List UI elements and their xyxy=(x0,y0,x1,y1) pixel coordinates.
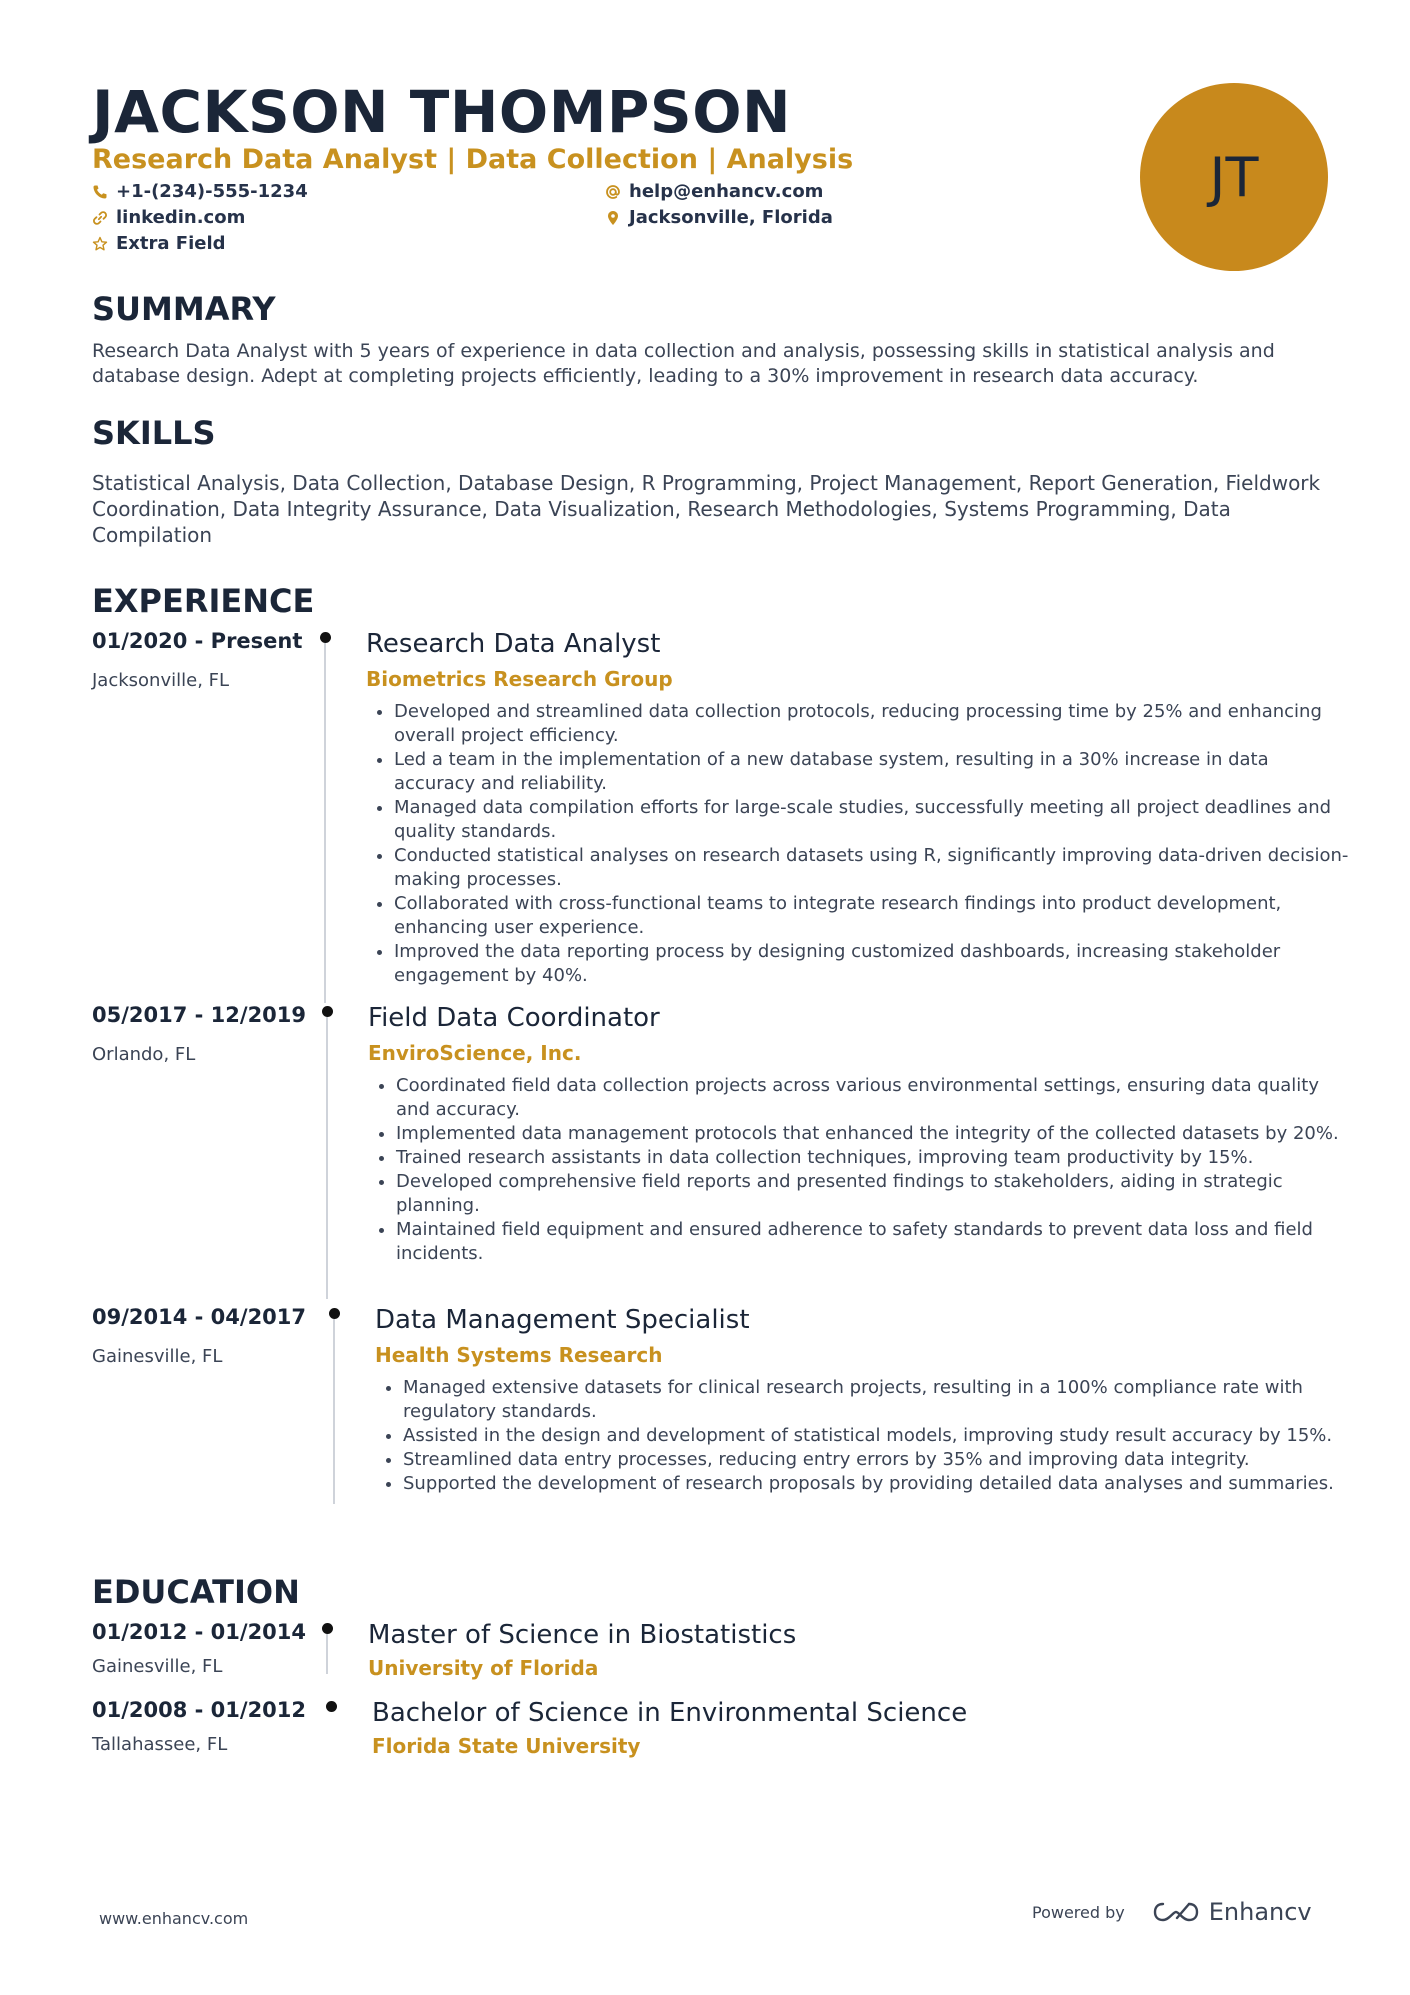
list-item: • Managed data compilation efforts for large-scale studies, successfully meeting all project deadlines and quality standards. xyxy=(394,796,1354,844)
timeline-line xyxy=(324,643,326,1003)
entry-role: Research Data Analyst xyxy=(366,629,661,659)
list-item: • Improved the data reporting process by designing customized dashboards, increasing stakeholder engagement by 40%. xyxy=(394,940,1354,988)
list-item: • Coordinated field data collection projects across various environmental settings, ensuring data quality and accuracy. xyxy=(396,1074,1356,1122)
contact-email xyxy=(605,181,823,202)
phone-text[interactable]: +1-(234)-555-1234 xyxy=(116,181,308,202)
enhancv-logo-icon xyxy=(1153,1900,1199,1924)
timeline-dot xyxy=(322,1623,333,1634)
entry-role: Data Management Specialist xyxy=(375,1305,750,1335)
contact-linkedin xyxy=(92,207,245,228)
list-item: • Implemented data management protocols that enhanced the integrity of the collected datasets by 20%. xyxy=(396,1122,1356,1146)
timeline-dot xyxy=(329,1308,340,1319)
candidate-name: JACKSON THOMPSON xyxy=(92,78,792,146)
timeline-dot xyxy=(326,1701,337,1712)
contact-phone xyxy=(92,181,308,202)
entry-organization: Health Systems Research xyxy=(375,1343,663,1367)
list-item: • Managed extensive datasets for clinical research projects, resulting in a 100% compliance rate with regulatory standards. xyxy=(403,1376,1363,1424)
entry-date: 01/2020 - Present xyxy=(92,629,303,653)
entry-school: Florida State University xyxy=(372,1734,641,1758)
avatar xyxy=(1140,83,1328,271)
list-item: • Collaborated with cross-functional teams to integrate research findings into product development, enhancing user experience. xyxy=(394,892,1354,940)
link-icon xyxy=(92,210,108,226)
timeline-dot xyxy=(322,1006,333,1017)
entry-organization: Biometrics Research Group xyxy=(366,667,673,691)
list-item: • Led a team in the implementation of a new database system, resulting in a 30% increase in data accuracy and reliability. xyxy=(394,748,1354,796)
summary-heading: SUMMARY xyxy=(92,290,276,328)
list-item: • Streamlined data entry processes, reducing entry errors by 35% and improving data integrity. xyxy=(403,1448,1363,1472)
email-text[interactable]: help@enhancv.com xyxy=(629,181,824,202)
footer-branding xyxy=(1032,1898,1312,1926)
entry-bullets xyxy=(366,700,1354,988)
footer-website[interactable]: www.enhancv.com xyxy=(99,1909,249,1928)
entry-location: Tallahassee, FL xyxy=(92,1734,228,1755)
extra-field-text: Extra Field xyxy=(116,233,226,254)
list-item: • Developed and streamlined data collection protocols, reducing processing time by 25% and enhancing overall project efficiency. xyxy=(394,700,1354,748)
star-icon xyxy=(92,236,108,252)
summary-text: Research Data Analyst with 5 years of experience in data collection and analysis, possessing skills in statistical analysis and database design. Adept at completing projects efficiently, leading to a 30% improvement in research data accuracy. xyxy=(92,340,1275,387)
timeline-dot xyxy=(320,632,331,643)
entry-date: 01/2008 - 01/2012 xyxy=(92,1698,307,1722)
list-item: • Supported the development of research proposals by providing detailed data analyses and summaries. xyxy=(403,1472,1363,1496)
timeline-line xyxy=(326,1017,328,1299)
timeline-line xyxy=(326,1634,328,1674)
entry-location: Jacksonville, FL xyxy=(92,670,230,691)
list-item: • Trained research assistants in data collection techniques, improving team productivity by 15%. xyxy=(396,1146,1356,1170)
entry-location: Orlando, FL xyxy=(92,1044,196,1065)
entry-degree: Master of Science in Biostatistics xyxy=(368,1620,797,1650)
skills-text: Statistical Analysis, Data Collection, Database Design, R Programming, Project Management, Report Generation, Fieldwork Coordination, Data Integrity Assurance, Data Visualization, Research Methodologies, Systems Programming, Data Compilation xyxy=(92,471,1321,547)
linkedin-text[interactable]: linkedin.com xyxy=(116,207,246,228)
powered-by-text: Powered by xyxy=(1032,1902,1125,1922)
location-text: Jacksonville, Florida xyxy=(629,207,833,228)
entry-bullets xyxy=(375,1376,1363,1496)
enhancv-brand[interactable]: Enhancv xyxy=(1208,1898,1312,1926)
map-pin-icon xyxy=(605,210,621,226)
entry-organization: EnviroScience, Inc. xyxy=(368,1041,582,1065)
education-heading: EDUCATION xyxy=(92,1573,300,1611)
list-item: • Conducted statistical analyses on research datasets using R, significantly improving data-driven decision-making processes. xyxy=(394,844,1354,892)
contact-location xyxy=(605,207,833,228)
entry-degree: Bachelor of Science in Environmental Science xyxy=(372,1698,968,1728)
at-sign-icon xyxy=(605,184,621,200)
entry-date: 09/2014 - 04/2017 xyxy=(92,1305,307,1329)
skills-heading: SKILLS xyxy=(92,414,216,452)
entry-location: Gainesville, FL xyxy=(92,1346,223,1367)
timeline-line xyxy=(333,1319,335,1504)
candidate-tagline: Research Data Analyst | Data Collection | Analysis xyxy=(92,144,854,175)
phone-icon xyxy=(92,184,108,200)
list-item: • Assisted in the design and development of statistical models, improving study result accuracy by 15%. xyxy=(403,1424,1363,1448)
avatar-initials: JT xyxy=(1209,145,1259,209)
list-item: • Developed comprehensive field reports and presented findings to stakeholders, aiding in strategic planning. xyxy=(396,1170,1356,1218)
entry-school: University of Florida xyxy=(368,1656,599,1680)
entry-location: Gainesville, FL xyxy=(92,1656,223,1677)
experience-heading: EXPERIENCE xyxy=(92,582,315,620)
entry-bullets xyxy=(368,1074,1356,1266)
entry-role: Field Data Coordinator xyxy=(368,1003,660,1033)
entry-date: 01/2012 - 01/2014 xyxy=(92,1620,307,1644)
entry-date: 05/2017 - 12/2019 xyxy=(92,1003,307,1027)
contact-extra xyxy=(92,233,226,254)
list-item: • Maintained field equipment and ensured adherence to safety standards to prevent data loss and field incidents. xyxy=(396,1218,1356,1266)
